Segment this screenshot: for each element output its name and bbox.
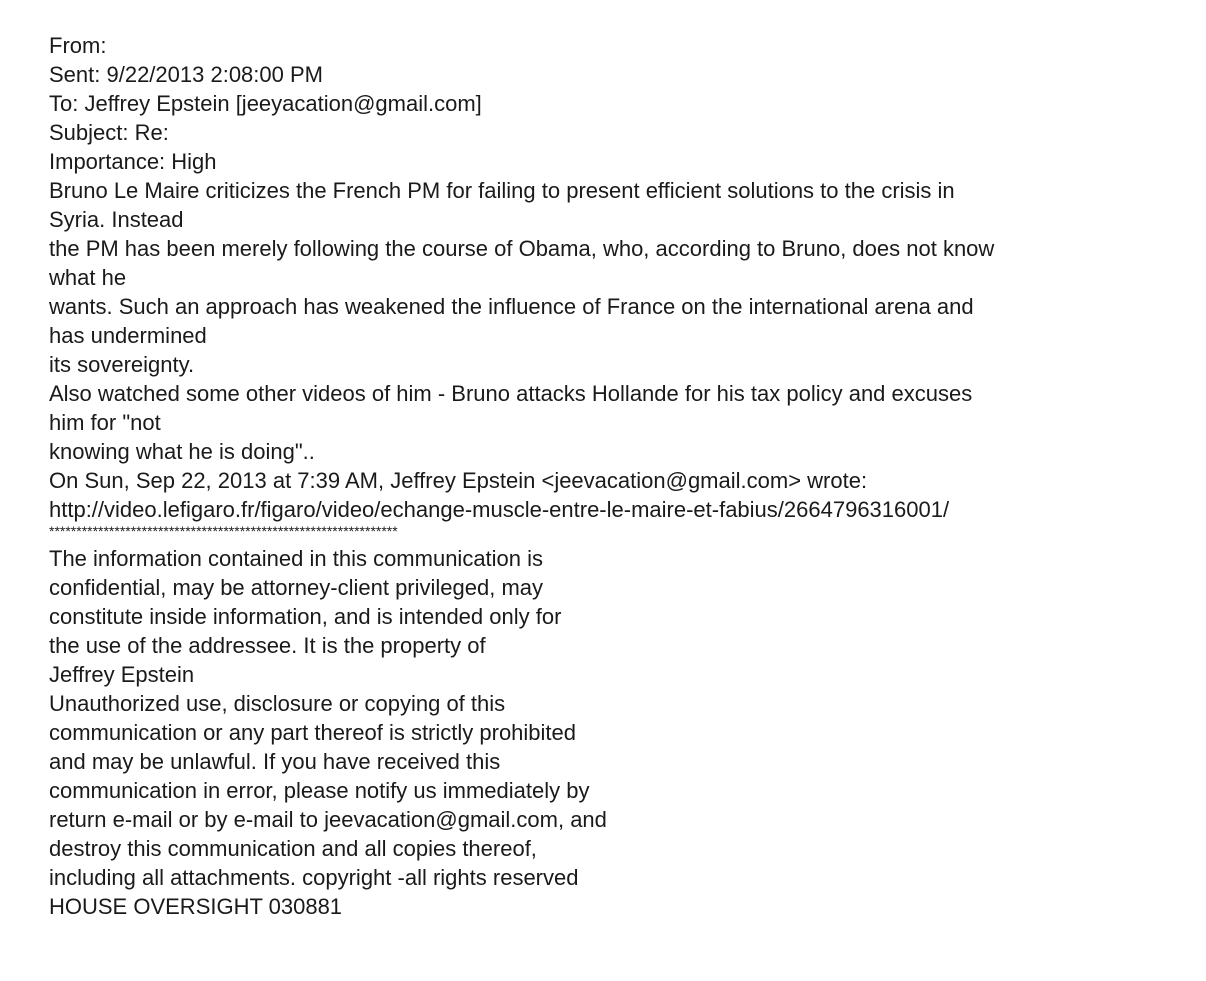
- disclaimer-line: confidential, may be attorney-client privileged, may: [49, 575, 544, 600]
- confidentiality-disclaimer: [49, 544, 1189, 892]
- disclaimer-line: the use of the addressee. It is the property of: [49, 633, 486, 658]
- bates-stamp: HOUSE OVERSIGHT 030881: [49, 894, 343, 919]
- email-header: [49, 31, 1189, 176]
- sent-line: Sent: 9/22/2013 2:08:00 PM: [49, 62, 323, 87]
- body-line: knowing what he is doing"..: [49, 439, 315, 464]
- disclaimer-line: communication or any part thereof is strictly prohibited: [49, 720, 577, 745]
- disclaimer-line: destroy this communication and all copies thereof,: [49, 836, 537, 861]
- quoted-message: [49, 466, 1189, 524]
- disclaimer-line: communication in error, please notify us immediately by: [49, 778, 590, 803]
- body-line: wants. Such an approach has weakened the influence of France on the international arena and: [49, 294, 974, 319]
- subject-line: Subject: Re:: [49, 120, 169, 145]
- body-line: what he: [49, 265, 127, 290]
- disclaimer-line: return e-mail or by e-mail to jeevacation@gmail.com, and: [49, 807, 607, 832]
- body-line: the PM has been merely following the course of Obama, who, according to Bruno, does not know: [49, 236, 995, 261]
- email-body: [49, 176, 1189, 466]
- body-line: has undermined: [49, 323, 207, 348]
- disclaimer-line: Unauthorized use, disclosure or copying of this: [49, 691, 506, 716]
- body-line: Syria. Instead: [49, 207, 184, 232]
- body-line: him for "not: [49, 410, 161, 435]
- body-line: its sovereignty.: [49, 352, 195, 377]
- disclaimer-line: Jeffrey Epstein: [49, 662, 195, 687]
- disclaimer-line: and may be unlawful. If you have received this: [49, 749, 501, 774]
- video-link: http://video.lefigaro.fr/figaro/video/echange-muscle-entre-le-maire-et-fabius/2664796316001/: [49, 497, 950, 522]
- disclaimer-line: The information contained in this communication is: [49, 546, 544, 571]
- separator-line: ****************************************************************: [49, 523, 398, 539]
- disclaimer-line: including all attachments. copyright -all rights reserved: [49, 865, 579, 890]
- body-line: Also watched some other videos of him - Bruno attacks Hollande for his tax policy and excuses: [49, 381, 973, 406]
- disclaimer-line: constitute inside information, and is intended only for: [49, 604, 562, 629]
- email-document: [49, 31, 1189, 921]
- quote-attribution: On Sun, Sep 22, 2013 at 7:39 AM, Jeffrey Epstein <jeevacation@gmail.com> wrote:: [49, 468, 868, 493]
- to-line: To: Jeffrey Epstein [jeeyacation@gmail.com]: [49, 91, 482, 116]
- from-line: From:: [49, 33, 107, 58]
- body-line: Bruno Le Maire criticizes the French PM for failing to present efficient solutions to the crisis in: [49, 178, 955, 203]
- importance-line: Importance: High: [49, 149, 217, 174]
